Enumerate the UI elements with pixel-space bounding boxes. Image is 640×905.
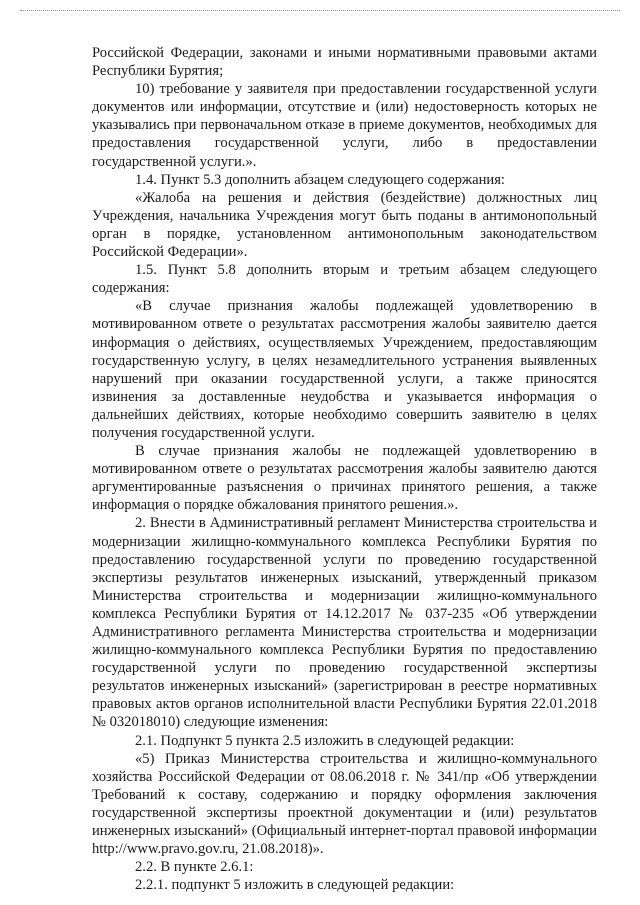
paragraph-continuation: Российской Федерации, законами и иными нормативными правовыми актами Республики Бурятия;: [92, 45, 597, 80]
paragraph-2: 2. Внести в Административный регламент Министерства строительства и модернизации жилищно-коммунального комплекса Республики Бурятия по предоставлению государственной услуги по проведению государственной экспертизы результатов инженерных изысканий, утвержденный приказом Министерства строительства и модернизации жилищно-коммунального комплекса Республики Бурятия от 14.12.2017 № 037-235 «Об утверждении Административного регламента Министерства строительства и модернизации жилищно-коммунального комплекса Республики Бурятия по предоставлению государственной услуги по проведению государственной экспертизы результатов инженерных изысканий» (зарегистрирован в реестре нормативных правовых актов органов исполнительной власти Республики Бурятия 22.01.2018 № 032018010) следующие изменения:: [92, 515, 597, 731]
paragraph-2-1: 2.1. Подпункт 5 пункта 2.5 изложить в следующей редакции:: [135, 732, 515, 749]
document-body: [92, 44, 597, 894]
paragraph-complaint-satisfied: «В случае признания жалобы подлежащей удовлетворению в мотивированном ответе о результатах рассмотрения жалобы заявителю дается информация о действиях, осуществляемых Учреждением, предоставляющим государственную услугу, в целях незамедлительного устранения выявленных нарушений при оказании государственной услуги, а также приносятся извинения за доставленные неудобства и указывается информация о дальнейших действиях, которые необходимо совершить заявителю в целях получения государственной услуги.: [92, 298, 597, 441]
paragraph-complaint-rejected: В случае признания жалобы не подлежащей удовлетворению в мотивированном ответе о результатах рассмотрения жалобы заявителю даются аргументированные разъяснения о причинах принятого решения, а также информация о порядке обжалования принятого решения.».: [92, 443, 597, 514]
paragraph-order-quote: «5) Приказ Министерства строительства и жилищно-коммунального хозяйства Российской Федерации от 08.06.2018 г. № 341/пр «Об утверждении Требований к составу, содержанию и порядку оформления заключения государственной экспертизы проектной документации и (или) результатов инженерных изысканий» (Официальный интернет-портал правовой информации http://www.pravo.gov.ru, 21.08.2018)».: [92, 750, 597, 858]
paragraph-1-5: 1.5. Пункт 5.8 дополнить вторым и третьим абзацем следующего содержания:: [92, 262, 597, 297]
paragraph-2-2: 2.2. В пункте 2.6.1:: [135, 859, 254, 876]
scan-edge-line: [20, 10, 620, 11]
paragraph-item-10: 10) требование у заявителя при предоставлении государственной услуги документов или информации, отсутствие и (или) недостоверность которых не указывались при первоначальном отказе в приеме документов, необходимых для предоставления государственной услуги, либо в предоставлении государственной услуги.».: [92, 81, 597, 170]
paragraph-2-2-1: 2.2.1. подпункт 5 изложить в следующей редакции:: [135, 877, 455, 894]
paragraph-1-4: 1.4. Пункт 5.3 дополнить абзацем следующего содержания:: [135, 171, 505, 188]
paragraph-complaint-antimonopoly: «Жалоба на решения и действия (бездействие) должностных лиц Учреждения, начальника Учреждения могут быть поданы в антимонопольный орган в порядке, установленном антимонопольным законодательством Российской Федерации».: [92, 189, 597, 261]
